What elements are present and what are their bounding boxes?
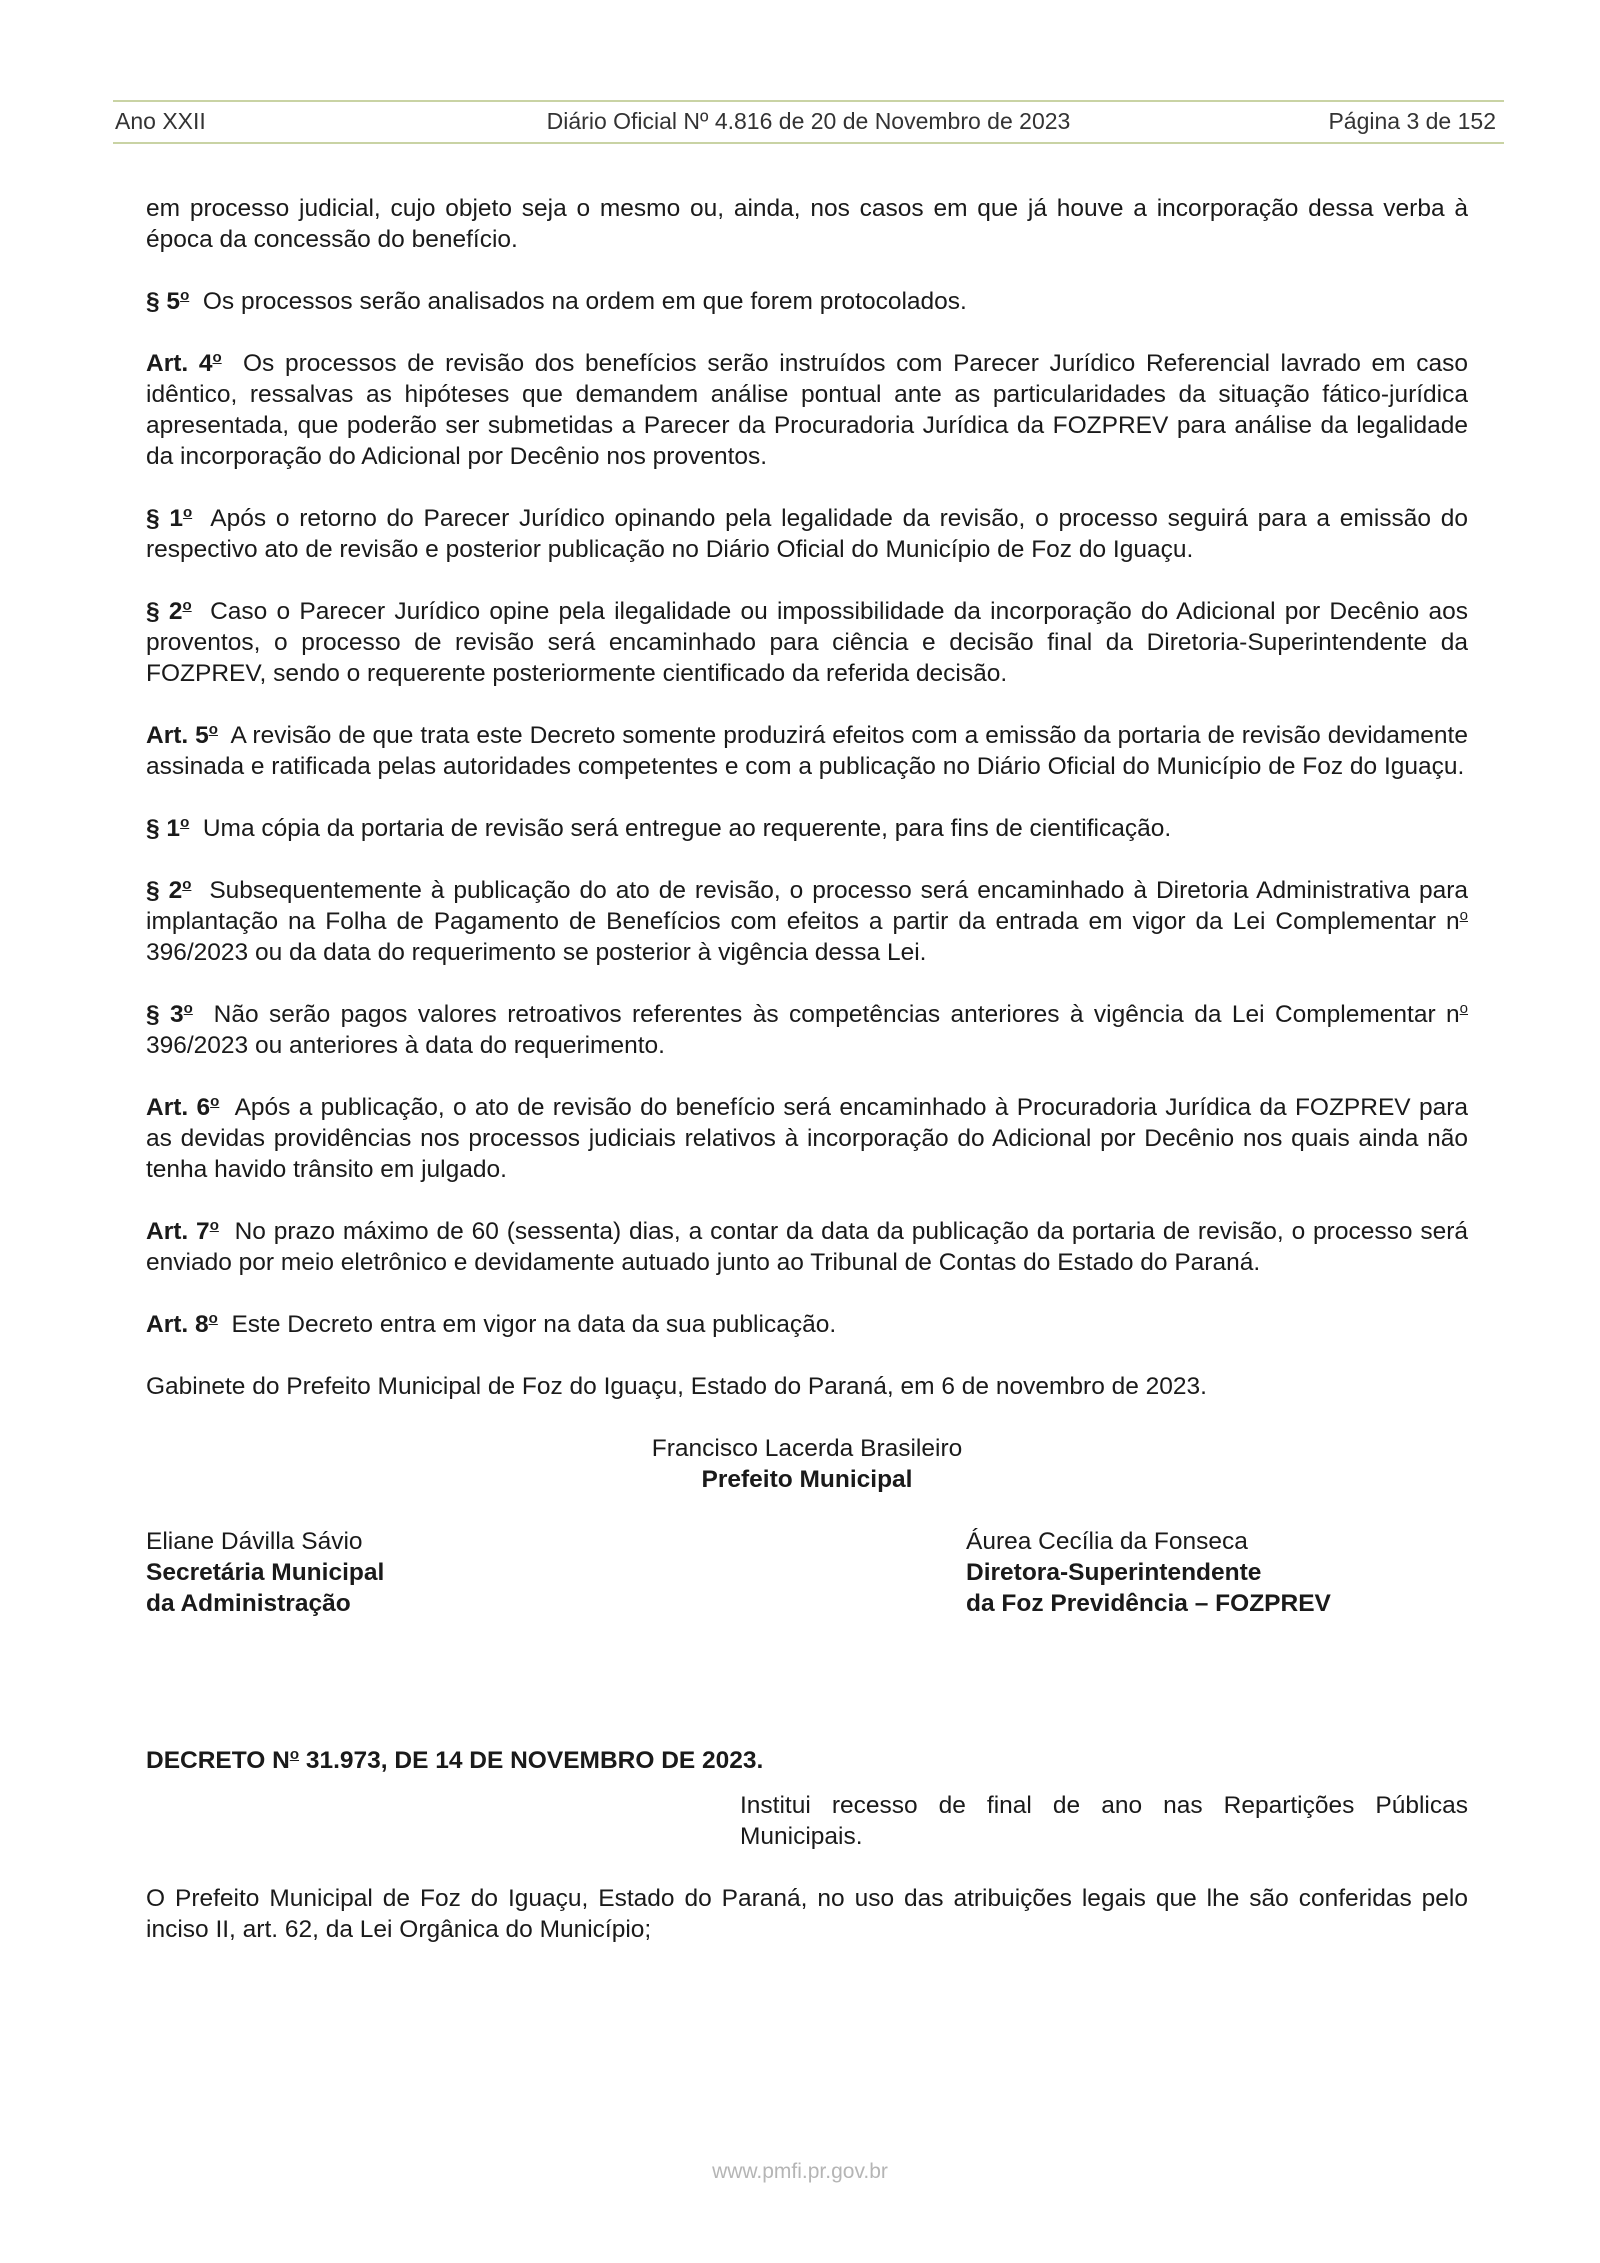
footer-url: www.pmfi.pr.gov.br bbox=[712, 2160, 888, 2183]
label-art8: Art. 8$^o$ bbox=[146, 1309, 218, 1338]
label-art4: Art. 4$^o$ bbox=[146, 348, 222, 377]
signature-right bbox=[966, 1526, 1331, 1619]
label-art5-s2: § 2$^o$ bbox=[146, 875, 192, 904]
header-title: Diário Oficial Nº 4.816 de 20 de Novembro de 2023 bbox=[546, 108, 1071, 134]
label-art4-s1: § 1$^o$ bbox=[146, 503, 193, 532]
decree-ementa: Institui recesso de final de ano nas Repartições Públicas Municipais. bbox=[740, 1792, 1468, 1850]
signature-left bbox=[146, 1526, 384, 1619]
article-6: Art. 6$^o$ Após a publicação, o ato de revisão do benefício será encaminhado à Procuradoria Jurídica da FOZPREV para as devidas providências nos processos judiciais relativos à incorporação do Adicional por Decênio nos quais ainda não tenha havido trânsito em julgado. bbox=[146, 1092, 1468, 1183]
signature-right-title1: Diretora-Superintendente bbox=[966, 1559, 1262, 1586]
label-art5: Art. 5$^o$ bbox=[146, 720, 218, 749]
document-body bbox=[146, 193, 1468, 1945]
label-art5-s3: § 3$^o$ bbox=[146, 999, 193, 1028]
label-art7: Art. 7$^o$ bbox=[146, 1216, 219, 1245]
paragraph-s5: § 5$^o$ Os processos serão analisados na ordem em que forem protocolados. bbox=[146, 286, 967, 315]
article-5-s1: § 1$^o$ Uma cópia da portaria de revisão será entregue ao requerente, para fins de cientificação. bbox=[146, 813, 1172, 842]
decree-title: DECRETO $N^o$ 31.973, DE 14 DE NOVEMBRO DE 2023. bbox=[146, 1745, 764, 1774]
article-5-s3: § 3$^o$ Não serão pagos valores retroativos referentes às competências anteriores à vigência da Lei Complementar $n^o$ 396/2023 ou anteriores à data do requerimento. bbox=[146, 999, 1468, 1059]
signature-right-name: Áurea Cecília da Fonseca bbox=[966, 1528, 1248, 1555]
header-page-number: Página 3 de 152 bbox=[1328, 108, 1496, 134]
decree-preamble: O Prefeito Municipal de Foz do Iguaçu, Estado do Paraná, no uso das atribuições legais que lhe são conferidas pelo inciso II, art. 62, da Lei Orgânica do Município; bbox=[146, 1885, 1468, 1943]
article-5: Art. 5$^o$ A revisão de que trata este Decreto somente produzirá efeitos com a emissão da portaria de revisão devidamente assinada e ratificada pelas autoridades competentes e com a publicação no Diário Oficial do Município de Foz do Iguaçu. bbox=[146, 720, 1468, 780]
article-8: Art. 8$^o$ Este Decreto entra em vigor na data da sua publicação. bbox=[146, 1309, 837, 1338]
label-s5: § 5$^o$ bbox=[146, 286, 190, 315]
page-header bbox=[113, 100, 1504, 144]
article-4-s2: § 2$^o$ Caso o Parecer Jurídico opine pela ilegalidade ou impossibilidade da incorporação do Adicional por Decênio aos proventos, o processo de revisão será encaminhado para ciência e decisão final da Diretoria-Superintendente da FOZPREV, sendo o requerente posteriormente cientificado da referida decisão. bbox=[146, 596, 1469, 687]
label-art5-s1: § 1$^o$ bbox=[146, 813, 190, 842]
header-year: Ano XXII bbox=[115, 108, 206, 134]
article-5-s2: § 2$^o$ Subsequentemente à publicação do ato de revisão, o processo será encaminhado à Diretoria Administrativa para implantação na Folha de Pagamento de Benefícios com efeitos a partir da entrada em vigor da Lei Complementar $n^o$ 396/2023 ou da data do requerimento se posterior à vigência dessa Lei. bbox=[146, 875, 1468, 966]
signatures-row bbox=[146, 1526, 1468, 1619]
paragraph-continuation: em processo judicial, cujo objeto seja o mesmo ou, ainda, nos casos em que já houve a incorporação dessa verba à época da concessão do benefício. bbox=[146, 195, 1468, 253]
article-4-s1: § 1$^o$ Após o retorno do Parecer Jurídico opinando pela legalidade da revisão, o processo seguirá para a emissão do respectivo ato de revisão e posterior publicação no Diário Oficial do Município de Foz do Iguaçu. bbox=[146, 503, 1468, 563]
label-art4-s2: § 2$^o$ bbox=[146, 596, 192, 625]
signature-prefeito-title: Prefeito Municipal bbox=[701, 1466, 913, 1493]
signature-left-title1: Secretária Municipal bbox=[146, 1559, 385, 1586]
article-4: Art. 4$^o$ Os processos de revisão dos benefícios serão instruídos com Parecer Jurídico Referencial lavrado em caso idêntico, ressalvas as hipóteses que demandem análise pontual ante as particularidades da situação fático-jurídica apresentada, que poderão ser submetidas a Parecer da Procuradoria Jurídica da FOZPREV para análise da legalidade da incorporação do Adicional por Decênio nos proventos. bbox=[146, 348, 1468, 470]
signature-right-title2: da Foz Previdência – FOZPREV bbox=[966, 1590, 1331, 1617]
label-art6: Art. 6$^o$ bbox=[146, 1092, 220, 1121]
gabinete-line: Gabinete do Prefeito Municipal de Foz do Iguaçu, Estado do Paraná, em 6 de novembro de 2023. bbox=[146, 1373, 1207, 1400]
signature-prefeito bbox=[146, 1433, 1468, 1495]
signature-left-title2: da Administração bbox=[146, 1590, 351, 1617]
signature-prefeito-name: Francisco Lacerda Brasileiro bbox=[651, 1435, 963, 1462]
article-7: Art. 7$^o$ No prazo máximo de 60 (sessenta) dias, a contar da data da publicação da portaria de revisão, o processo será enviado por meio eletrônico e devidamente autuado junto ao Tribunal de Contas do Estado do Paraná. bbox=[146, 1216, 1468, 1276]
signature-left-name: Eliane Dávilla Sávio bbox=[146, 1528, 363, 1555]
